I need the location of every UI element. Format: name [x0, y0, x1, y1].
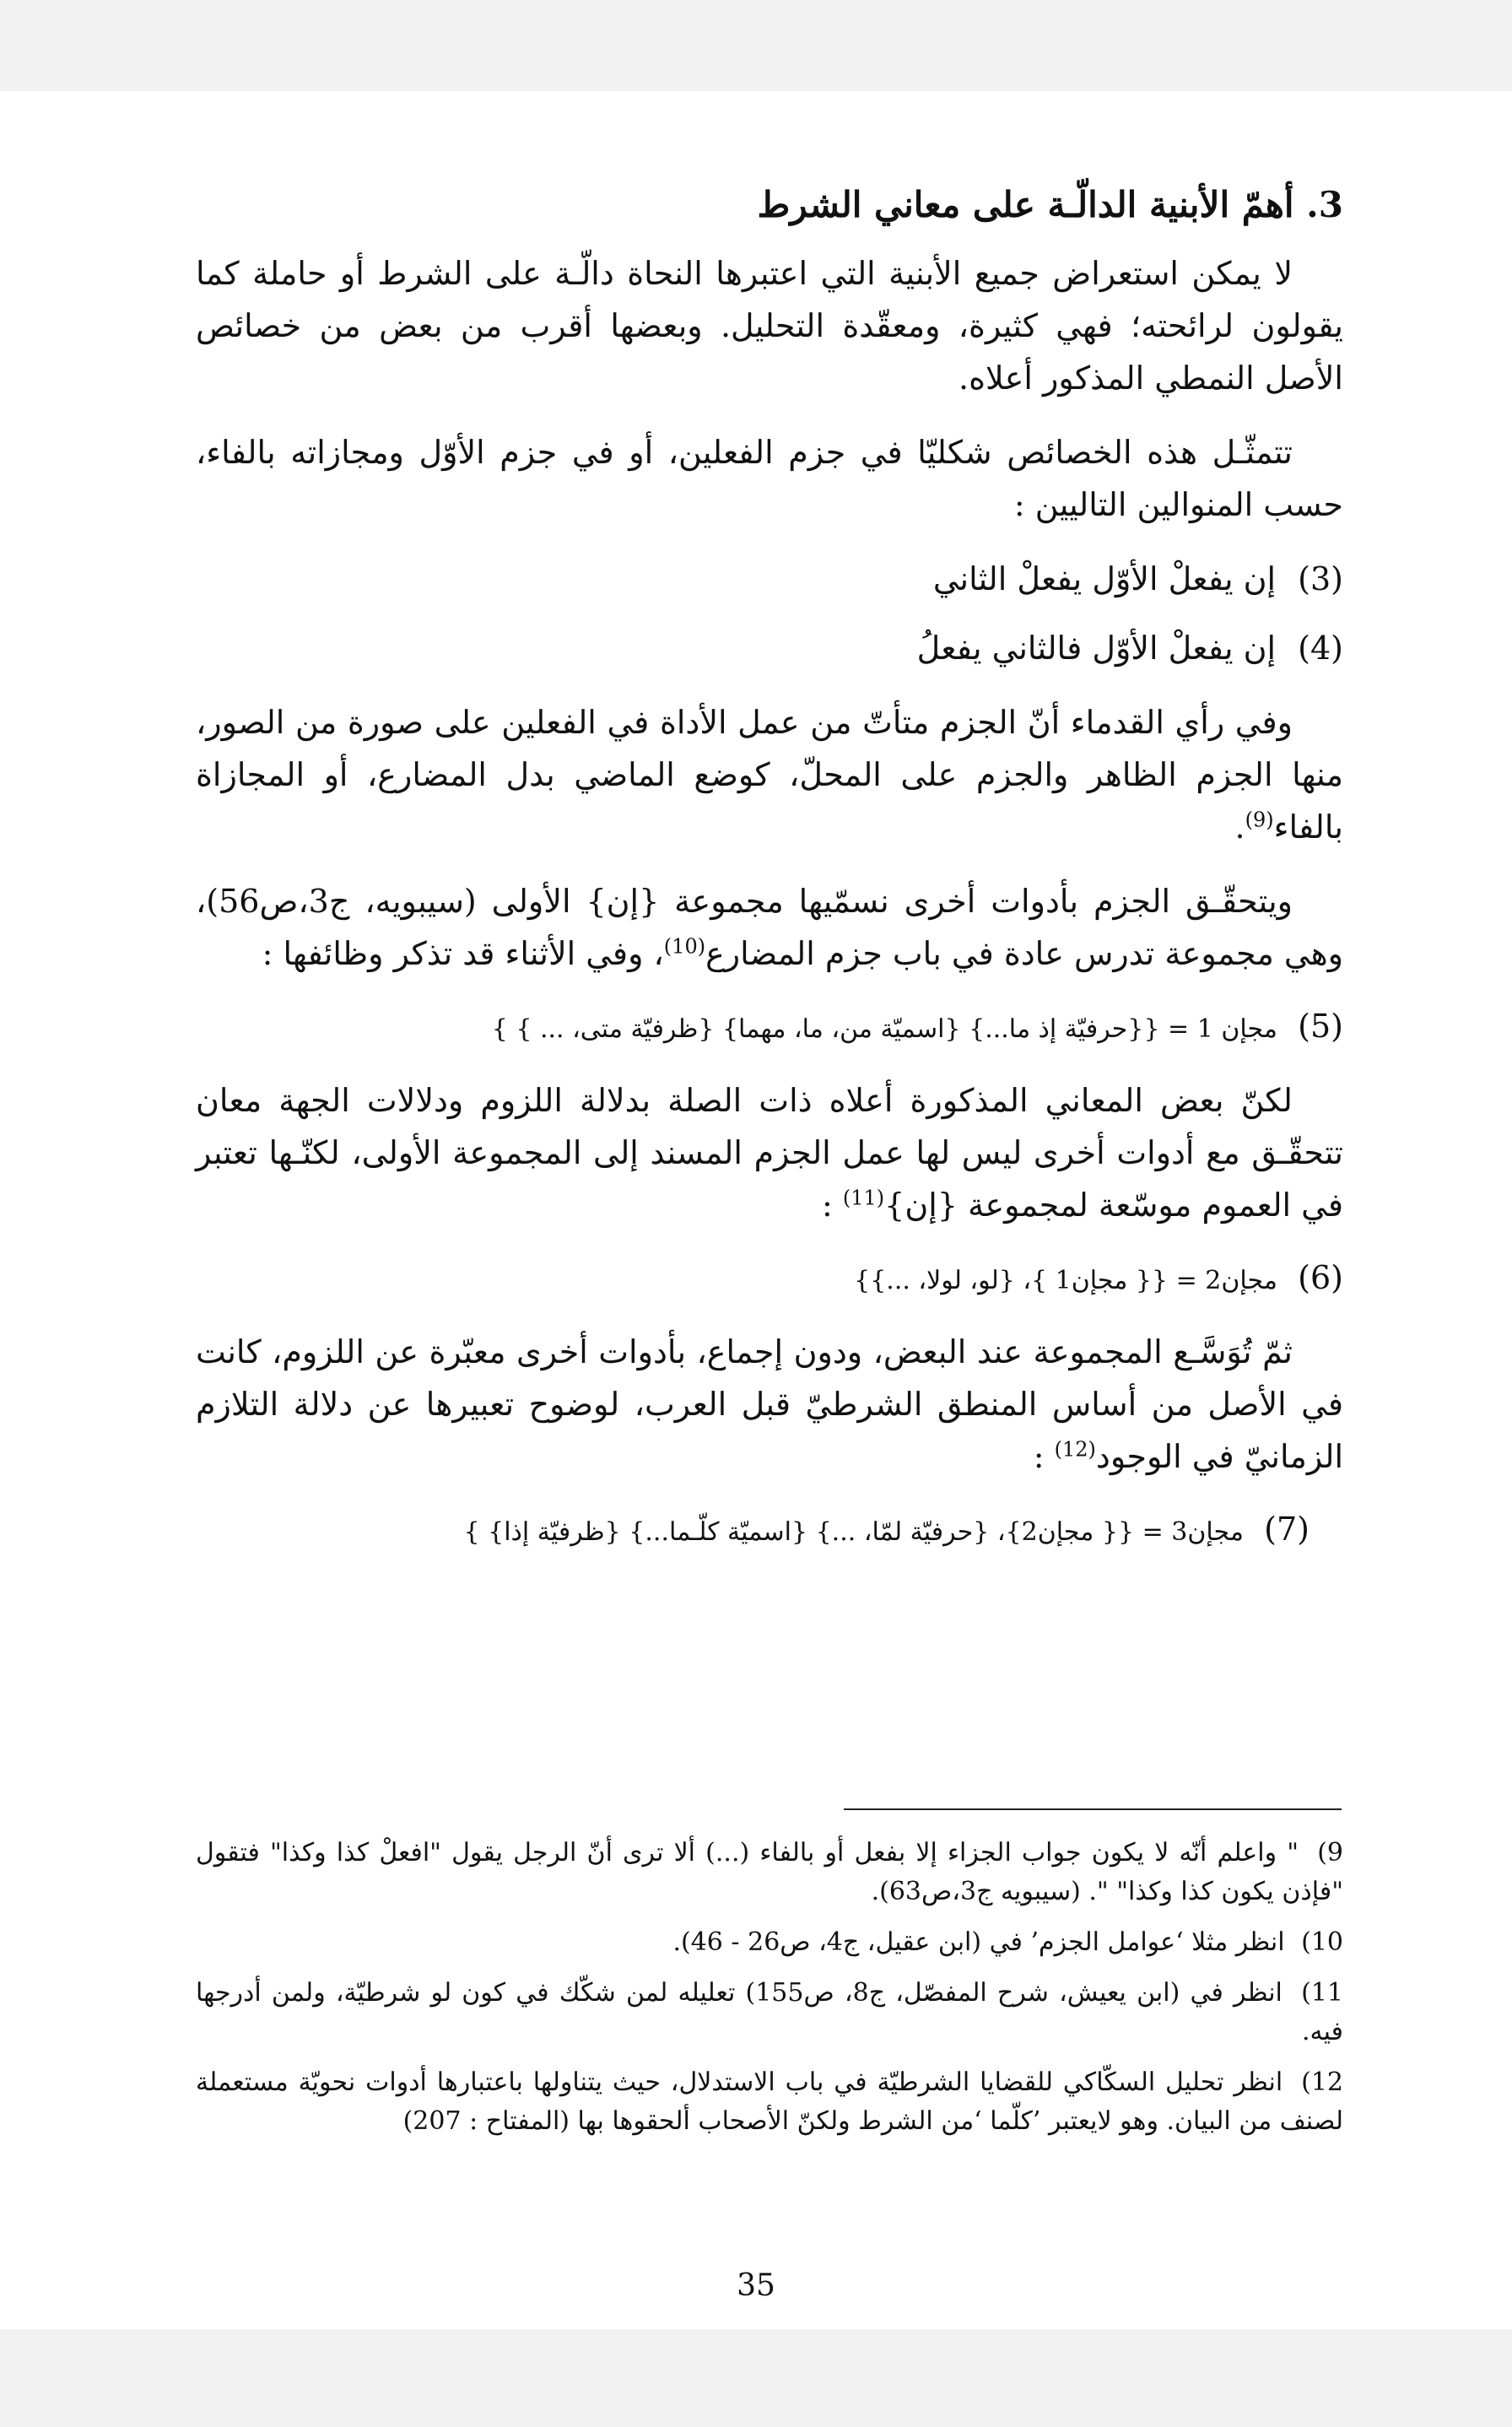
footnote-ref-12[interactable]: (12): [1054, 1437, 1096, 1462]
footnote-number: 9): [1317, 1838, 1343, 1868]
footnote-9: [196, 1834, 1343, 1911]
paragraph-text: ثمّ تُوَسَّـع المجموعة عند البعض، ودون إجماع، بأدوات أخرى معبّرة عن اللزوم، كانت في الأصل من أساس المنطق الشرطيّ قبل العرب، لوضوح تعبيرها عن دلالة التلازم الزمانيّ في الوجود: [196, 1333, 1343, 1475]
footnote-ref-10[interactable]: (10): [663, 934, 706, 959]
footnote-11: [196, 1974, 1343, 2051]
footnote-text: انظر مثلا ‘عوامل الجزم’ في (ابن عقيل، ج4، ص26 - 46).: [672, 1927, 1285, 1957]
example-6: [196, 1253, 1343, 1305]
footnote-text: انظر تحليل السكّاكي للقضايا الشرطيّة في باب الاستدلال، حيث يتناولها باعتبارها أدوات نحويّة مستعملة لصنف من البيان. وهو لايعتبر ’كلّما ‘من الشرط ولكنّ الأصحاب ألحقوها بها (المفتاح : 207): [196, 2068, 1343, 2136]
paragraph-1: لا يمكن استعراض جميع الأبنية التي اعتبرها النحاة دالّـة على الشرط أو حاملة كما يقولون لرائحته؛ فهي كثيرة، ومعقّدة التحليل. وبعضها أقرب من بعض من خصائص الأصل النمطي المذكور أعلاه.: [196, 255, 1344, 397]
section-heading: 3. أهمّ الأبنية الدالّـة على معاني الشرط: [757, 184, 1343, 225]
paragraph-text-end: :: [1033, 1438, 1055, 1475]
example-7: [196, 1505, 1343, 1557]
footnote-12: [196, 2063, 1343, 2141]
paragraph-text-end: :: [821, 1186, 843, 1224]
paragraph-5: [196, 1074, 1343, 1231]
formula: مجإن3 = {{ مجإن2}، {حرفيّة لمّا، ...} {اسميّة كلّـما...} {ظرفيّة إذا} }: [463, 1517, 1244, 1547]
footnote-number: 12): [1301, 2068, 1343, 2097]
example-3: [196, 553, 1343, 605]
paragraph-6: [196, 1326, 1343, 1483]
example-number: (4): [1298, 630, 1343, 667]
formula: مجإن2 = {{ مجإن1 }، {لو، لولا، ...}}: [854, 1266, 1277, 1295]
example-number: (6): [1298, 1259, 1343, 1296]
footnote-text: " واعلم أنّه لا يكون جواب الجزاء إلا بفعل أو بالفاء (...) ألا ترى أنّ الرجل يقول "افعلْ كذا وكذا" فتقول "فإذن يكون كذا وكذا" ". (سيبويه ج3،ص63).: [196, 1838, 1343, 1906]
page-body: [196, 180, 1343, 1577]
paragraph-text-end: .: [1234, 808, 1245, 846]
example-4: [196, 622, 1343, 674]
footnote-text: انظر في (ابن يعيش، شرح المفصّل، ج8، ص155) تعليله لمن شكّك في كون لو شرطيّة، ولمن أدرجها فيه.: [196, 1978, 1343, 2046]
paragraph-3: [196, 696, 1343, 853]
example-number: (7): [1264, 1511, 1310, 1548]
paragraph-text: وفي رأي القدماء أنّ الجزم متأتّ من عمل الأداة في الفعلين على صورة من الصور، منها الجزم الظاهر والجزم على المحلّ، كوضع الماضي بدل المضارع، أو المجازاة بالفاء: [196, 704, 1343, 846]
paragraph-4: [196, 875, 1343, 980]
footnote-ref-11[interactable]: (11): [842, 1186, 885, 1210]
footnote-number: 11): [1301, 1978, 1343, 2008]
paragraph-text: ويتحقّـق الجزم بأدوات أخرى نسمّيها مجموعة {إن} الأولى (سيبويه، ج3،ص56)، وهي مجموعة تدرس عادة في باب جزم المضارع: [196, 883, 1343, 972]
footnote-divider: [844, 1808, 1342, 1810]
example-text: إن يفعلْ الأوّل فالثاني يفعلُ: [916, 630, 1277, 667]
example-number: (3): [1298, 560, 1343, 597]
example-number: (5): [1298, 1008, 1343, 1045]
paragraph-text: لكنّ بعض المعاني المذكورة أعلاه ذات الصلة بدلالة اللزوم ودلالات الجهة معان تتحقّـق مع أدوات أخرى ليس لها عمل الجزم المسند إلى المجموعة الأولى، لكنّـها تعتبر في العموم موسّعة لمجموعة {إن}: [196, 1082, 1343, 1224]
footnote-ref-9[interactable]: (9): [1245, 808, 1274, 832]
paragraph-2: تتمثّـل هذه الخصائص شكليّا في جزم الفعلين، أو في جزم الأوّل ومجازاته بالفاء، حسب المنوالين التاليين :: [196, 434, 1343, 523]
footnotes: [196, 1834, 1343, 2153]
footnote-10: [196, 1923, 1343, 1962]
example-text: إن يفعلْ الأوّل يفعلْ الثاني: [932, 560, 1277, 597]
page-number: 35: [737, 2268, 775, 2303]
paragraph-text-end: ، وفي الأثناء قد تذكر وظائفها :: [262, 935, 664, 972]
formula: مجإن 1 = {{حرفيّة إذ ما...} {اسميّة من، ما، مهما} {ظرفيّة متى، ... } }: [491, 1014, 1277, 1044]
example-5: [196, 1002, 1343, 1054]
page: [0, 91, 1512, 2329]
footnote-number: 10): [1301, 1927, 1343, 1957]
